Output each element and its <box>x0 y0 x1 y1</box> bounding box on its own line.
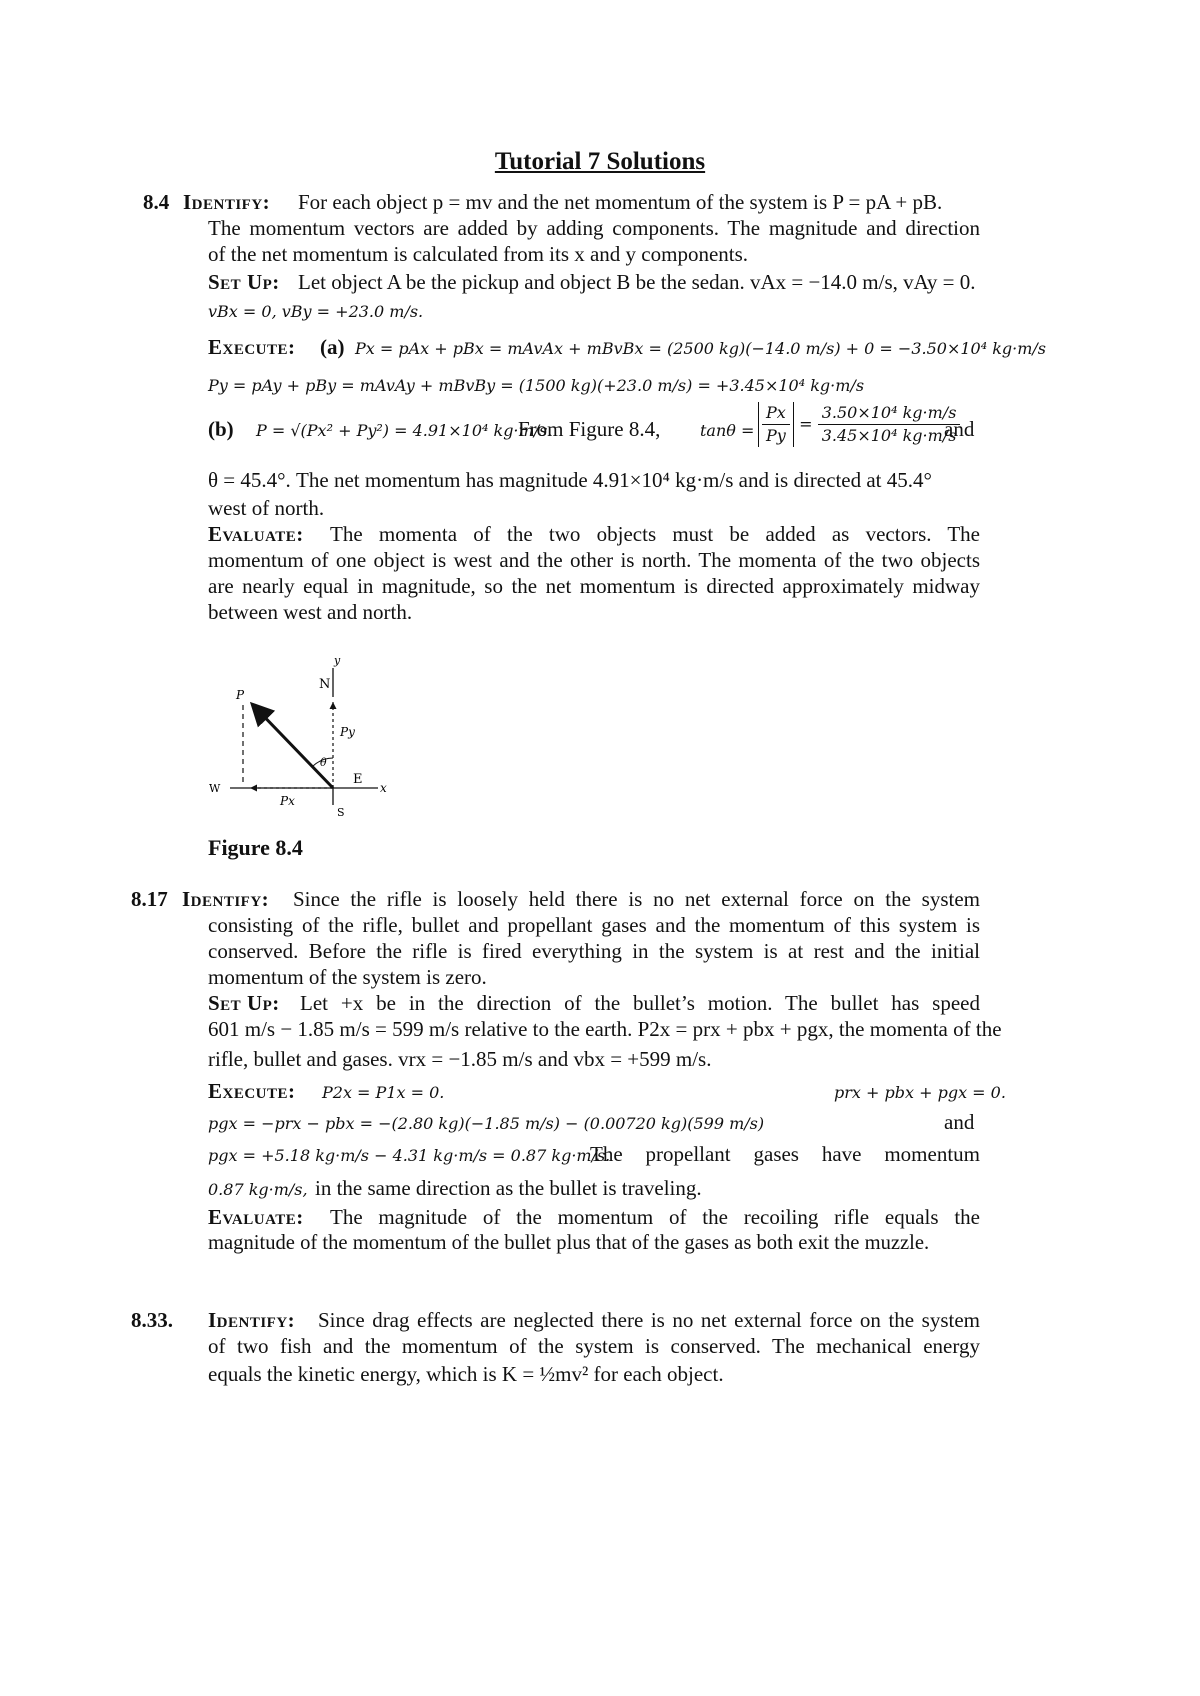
result-line: west of north. <box>208 496 325 520</box>
equals-sign: = <box>799 414 813 434</box>
identify-line: equals the kinetic energy, which is K = ½mv² for each object. <box>208 1362 724 1386</box>
evaluate-line: are nearly equal in magnitude, so the net momentum is directed approximately midway <box>208 574 980 598</box>
evaluate-heading: Evaluate: <box>208 1205 304 1229</box>
identify-line: For each object p = mv and the net momentum of the system is P = pA + pB. <box>298 190 943 214</box>
fraction-numerator: Px <box>762 402 790 425</box>
momentum-vector-diagram <box>200 650 400 830</box>
execute-equation: Py = pAy + pBy = mAvAy + mBvBy = (1500 kg)(+23.0 m/s) = +3.45×10⁴ kg·m/s <box>208 376 865 395</box>
fraction <box>818 402 961 447</box>
identify-line: The momentum vectors are added by adding components. The magnitude and direction <box>208 216 980 240</box>
execute-equation: Px = pAx + pBx = mAvAx + mBvBx = (2500 kg)(−14.0 m/s) + 0 = −3.50×10⁴ kg·m/s <box>355 339 1046 358</box>
execute-equation: pgx = +5.18 kg·m/s − 4.31 kg·m/s = 0.87 kg·m/s. <box>208 1146 611 1165</box>
fraction-numerator: 3.50×10⁴ kg·m/s <box>818 402 961 425</box>
setup-line: Let object A be the pickup and object B be the sedan. vAx = −14.0 m/s, vAy = 0. <box>298 270 976 294</box>
execute-equation: 0.87 kg·m/s, <box>208 1180 308 1199</box>
evaluate-heading: Evaluate: <box>208 522 304 546</box>
execute-heading: Execute: <box>208 335 296 359</box>
evaluate-line: momentum of one object is west and the other is north. The momenta of the two objects <box>208 548 980 572</box>
identify-heading: Identify: <box>208 1308 296 1332</box>
setup-equation: vBx = 0, vBy = +23.0 m/s. <box>208 302 424 321</box>
execute-equation: prx + pbx + pgx = 0. <box>834 1083 1006 1102</box>
page-title: Tutorial 7 Solutions <box>494 148 706 175</box>
setup-heading: Set Up: <box>208 270 280 294</box>
part-label: (b) <box>208 417 234 441</box>
fraction <box>762 402 790 447</box>
execute-equation: pgx = −prx − pbx = −(2.80 kg)(−1.85 m/s) − (0.00720 kg)(599 m/s) <box>208 1114 765 1133</box>
fraction-denominator: 3.45×10⁴ kg·m/s <box>821 426 957 445</box>
identify-line: of the net momentum is calculated from its x and y components. <box>208 242 749 266</box>
setup-line: 601 m/s − 1.85 m/s = 599 m/s relative to the earth. P2x = prx + pbx + pgx, the momenta of the <box>208 1017 1002 1041</box>
identify-line: conserved. Before the rifle is fired everything in the system is at rest and the initial <box>208 939 980 963</box>
setup-heading: Set Up: <box>208 991 280 1015</box>
setup-line: rifle, bullet and gases. vrx = −1.85 m/s and vbx = +599 m/s. <box>208 1047 712 1071</box>
px-label: Px <box>280 794 295 808</box>
identify-heading: Identify: <box>182 887 270 911</box>
south-label: S <box>337 806 345 819</box>
problem-number: 8.4 <box>143 190 170 214</box>
north-label: N <box>319 677 331 692</box>
west-label: W <box>209 782 221 795</box>
part-label: (a) <box>320 335 345 359</box>
tan-label: tanθ = <box>700 421 755 440</box>
absolute-value <box>758 402 794 447</box>
body-text: From Figure 8.4, <box>518 417 661 441</box>
body-text: The propellant gases have momentum <box>590 1142 980 1166</box>
evaluate-line: The momenta of the two objects must be added as vectors. The <box>330 522 980 546</box>
identify-line: consisting of the rifle, bullet and propellant gases and the momentum of this system is <box>208 913 980 937</box>
fraction-denominator: Py <box>766 426 786 445</box>
evaluate-line: magnitude of the momentum of the bullet plus that of the gases as both exit the muzzle. <box>208 1232 930 1254</box>
east-label: E <box>353 772 363 787</box>
theta-label: θ <box>320 756 327 769</box>
y-axis-label: y <box>334 654 341 667</box>
identify-line: Since drag effects are neglected there is no net external force on the system <box>318 1308 980 1332</box>
py-label: Py <box>340 725 355 739</box>
execute-heading: Execute: <box>208 1079 296 1103</box>
tan-fraction <box>758 402 960 447</box>
evaluate-line: between west and north. <box>208 600 413 624</box>
identify-line: momentum of the system is zero. <box>208 965 487 989</box>
problem-number: 8.17 <box>131 887 168 911</box>
p-resultant-arrow <box>252 704 333 788</box>
execute-equation: P2x = P1x = 0. <box>322 1083 445 1102</box>
execute-equation: P = √(Px² + Py²) = 4.91×10⁴ kg·m/s. <box>256 421 553 440</box>
identify-line: Since the rifle is loosely held there is no net external force on the system <box>293 887 980 911</box>
identify-line: of two fish and the momentum of the system is conserved. The mechanical energy <box>208 1334 980 1358</box>
figure-caption: Figure 8.4 <box>208 835 303 860</box>
p-label: P <box>236 688 245 702</box>
body-text: and <box>944 1110 975 1134</box>
problem-number: 8.33. <box>131 1308 173 1332</box>
evaluate-line: The magnitude of the momentum of the recoiling rifle equals the <box>330 1205 980 1229</box>
body-text: in the same direction as the bullet is traveling. <box>315 1176 702 1200</box>
setup-line: Let +x be in the direction of the bullet’s motion. The bullet has speed <box>300 991 980 1015</box>
body-text: and <box>944 417 975 441</box>
result-line: θ = 45.4°. The net momentum has magnitude 4.91×10⁴ kg·m/s and is directed at 45.4° <box>208 468 932 492</box>
x-axis-label: x <box>380 781 387 795</box>
identify-heading: Identify: <box>183 190 271 214</box>
